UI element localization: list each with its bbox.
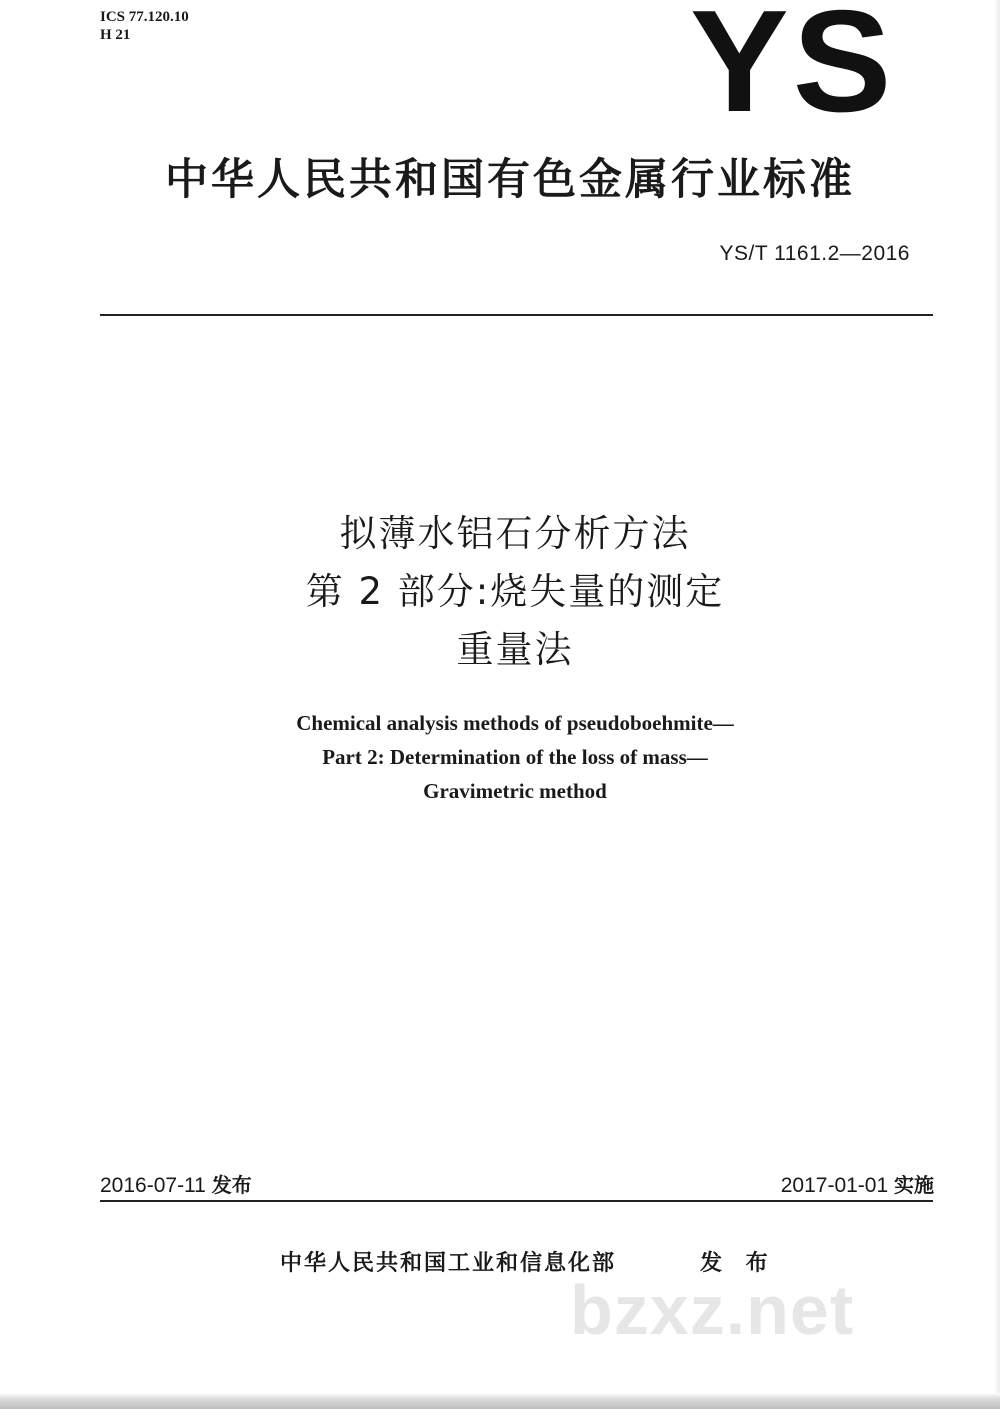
ys-logo: YS bbox=[690, 0, 896, 143]
title-zh-line2: 第 2 部分:烧失量的测定 bbox=[305, 570, 725, 613]
issuer-name: 中华人民共和国工业和信息化部 bbox=[280, 1251, 617, 1276]
effective-label: 实施 bbox=[894, 1173, 934, 1197]
ics-code: ICS 77.120.10 bbox=[100, 9, 189, 25]
issue-label: 发布 bbox=[211, 1173, 252, 1197]
header-divider bbox=[100, 314, 933, 316]
page-edge-right bbox=[994, 0, 1000, 1409]
org-title: 中华人民共和国有色金属行业标准 bbox=[165, 155, 855, 205]
title-en-line1: Chemical analysis methods of pseudoboehmite— bbox=[296, 711, 734, 735]
title-en-line3: Gravimetric method bbox=[423, 779, 607, 803]
title-zh-line3: 重量法 bbox=[456, 628, 574, 671]
effective-date-block bbox=[781, 1170, 934, 1201]
title-en-line2: Part 2: Determination of the loss of mass— bbox=[322, 745, 708, 769]
page-edge-bottom bbox=[0, 1393, 1000, 1409]
watermark: bzxz.net bbox=[570, 1271, 855, 1349]
title-zh-line1: 拟薄水铝石分析方法 bbox=[339, 512, 691, 555]
issue-date-block bbox=[100, 1170, 252, 1201]
issue-date: 2016-07-11 bbox=[100, 1174, 206, 1197]
ics-block bbox=[100, 8, 189, 44]
effective-date: 2017-01-01 bbox=[780, 1174, 889, 1197]
footer-divider bbox=[100, 1200, 933, 1202]
classification-code: H 21 bbox=[100, 27, 131, 43]
issuer-action: 发 布 bbox=[700, 1251, 776, 1276]
standard-number: YS/T 1161.2—2016 bbox=[719, 242, 910, 265]
